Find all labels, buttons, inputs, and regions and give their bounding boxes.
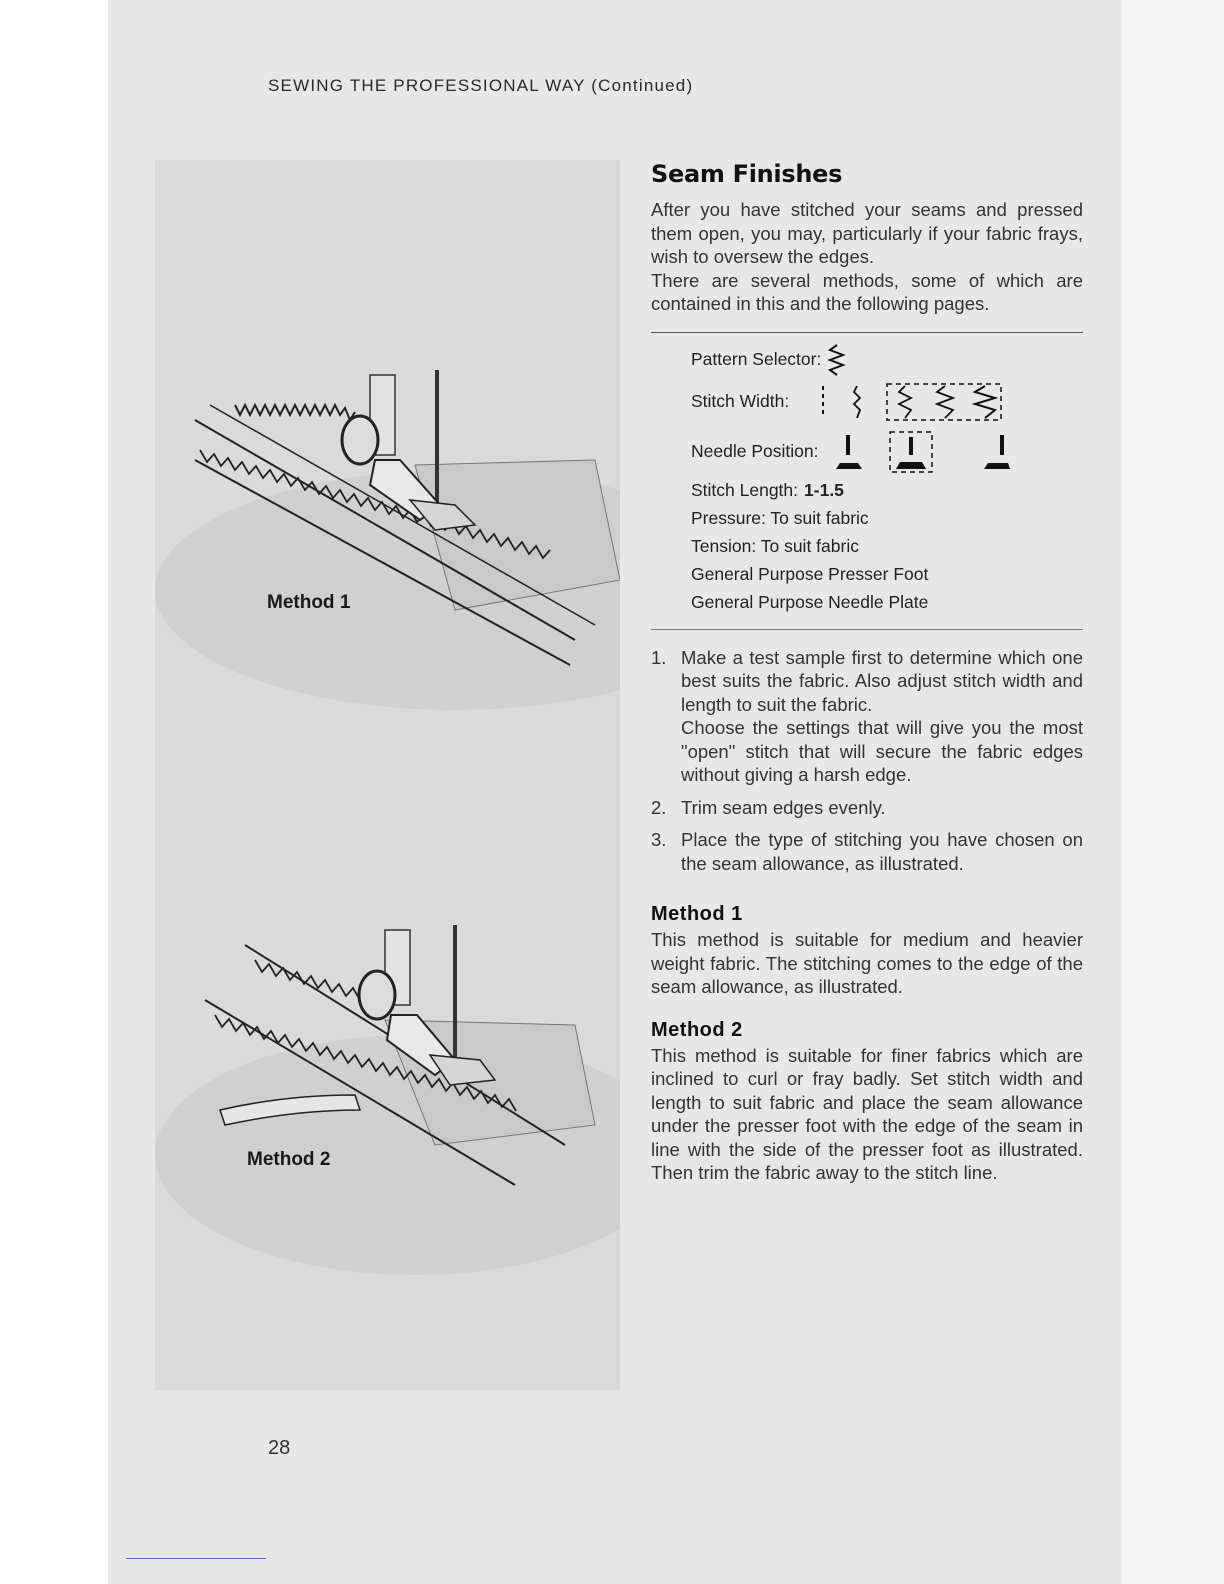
- pattern-selector-row: [691, 343, 1083, 377]
- pressure-row: Pressure: To suit fabric: [691, 508, 869, 528]
- list-item: 3. Place the type of stitching you have chosen on the seam allowance, as illustrated.: [651, 829, 1083, 874]
- stitch-width-label: Stitch Width:: [691, 391, 790, 411]
- machine-settings: [651, 332, 1083, 630]
- method-1-text: This method is suitable for medium and heavier weight fabric. The stitching comes to the edge of the seam allowance, as illustrated.: [651, 929, 1083, 997]
- presser-foot-illustration-1: [155, 160, 620, 765]
- stitch-length-label: Stitch Length:: [691, 480, 799, 500]
- step-1-text: Make a test sample first to determine which one best suits the fabric. Also adjust stitch width and length to suit the fabric.: [681, 646, 1083, 715]
- needle-position-icon: [824, 429, 1024, 475]
- presser-foot-row: General Purpose Presser Foot: [691, 564, 929, 584]
- method-2-heading: Method 2: [651, 1018, 743, 1041]
- zigzag-pattern-icon: [827, 343, 847, 377]
- stitch-width-icon: [795, 380, 1005, 424]
- step-3-text: Place the type of stitching you have chosen on the seam allowance, as illustrated.: [681, 829, 1083, 874]
- method-1-label: Method 1: [267, 592, 351, 613]
- page-number: 28: [268, 1437, 291, 1459]
- illustration-method-2: [155, 765, 620, 1390]
- presser-foot-illustration-2: [155, 765, 620, 1390]
- needle-plate-row: General Purpose Needle Plate: [691, 592, 929, 612]
- stitch-length-row: [691, 477, 1083, 505]
- tension-row: Tension: To suit fabric: [691, 536, 859, 556]
- section-title: Seam Finishes: [651, 160, 843, 188]
- needle-position-row: [691, 427, 1083, 477]
- needle-position-label: Needle Position:: [691, 441, 819, 461]
- step-2-text: Trim seam edges evenly.: [681, 796, 886, 818]
- stitch-length-value: 1-1.5: [804, 480, 844, 500]
- step-1-text-2: Choose the settings that will give you the most "open" stitch that will secure the fabric edges without giving a harsh edge.: [681, 717, 1083, 785]
- method-2-text: This method is suitable for finer fabrics which are inclined to curl or fray badly. Set stitch width and length to suit fabric and place the seam allowance under the presser foot with the edge of the seam in line with the side of the presser foot as illustrated. Then trim the fabric away to the stitch line.: [651, 1044, 1083, 1183]
- list-item: 1. Make a test sample first to determine which one best suits the fabric. Also adjust stitch width and length to suit the fabric. Choose the settings that will give you the most "open" stitch that will secure the fabric edges without giving a harsh edge.: [651, 646, 1083, 785]
- instruction-list: [651, 646, 1083, 876]
- intro-paragraph-2: There are several methods, some of which are contained in this and the following pages.: [651, 269, 1083, 314]
- scan-margin: [1122, 0, 1224, 1584]
- method-2-label: Method 2: [247, 1149, 331, 1170]
- illustration-method-1: [155, 160, 620, 765]
- footer-rule: [126, 1558, 266, 1559]
- stitch-width-row: [691, 377, 1083, 427]
- intro-paragraph-1: After you have stitched your seams and pressed them open, you may, particularly if your fabric frays, wish to oversew the edges.: [651, 199, 1083, 267]
- text-column: [651, 160, 1083, 1185]
- pattern-selector-label: Pattern Selector:: [691, 349, 822, 369]
- running-head: SEWING THE PROFESSIONAL WAY (Continued): [268, 76, 694, 95]
- list-item: 2. Trim seam edges evenly.: [651, 796, 1083, 820]
- method-1-heading: Method 1: [651, 903, 743, 925]
